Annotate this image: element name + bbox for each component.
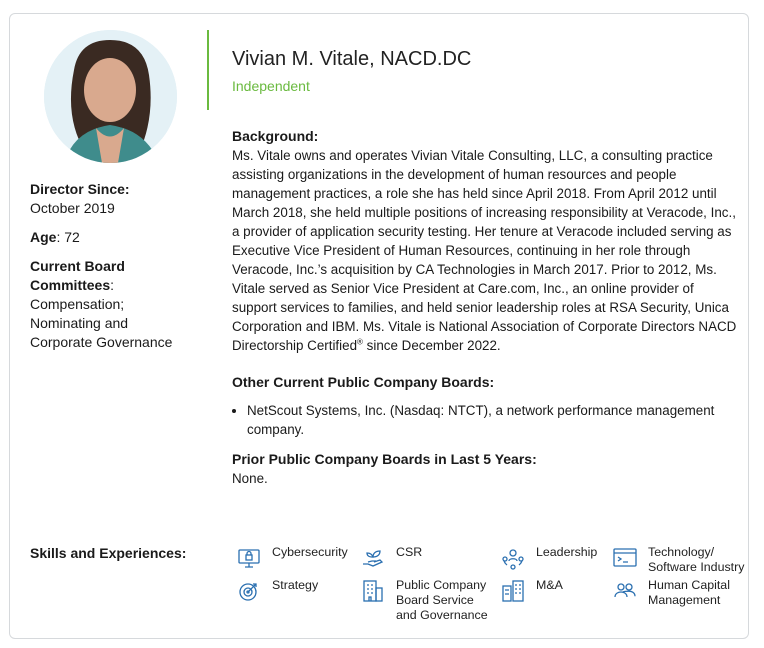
director-name: Vivian M. Vitale, NACD.DC bbox=[232, 48, 472, 70]
background-text: Ms. Vitale owns and operates Vivian Vitale Consulting, LLC, a consulting practice assisting organizations in the development of human resources and people management practices, a role she has held since April 2018. From April 2012 until March 2018, she held multiple positions of increasing responsibility at Veracode, Inc., a provider of application security testing. Her tenure at Veracode included serving as Executive Vice President of Human Resources, continuing in her role through Veracode, Inc.’s acquisition by CA Technologies in March 2017. Prior to 2012, Ms. Vitale served as Senior Vice President at Care.com, Inc., an online provider of support services to families, and held senior leadership roles at RSA Security, Unica Corporation and IBM. Ms. Vitale is National Association of Corporate Directors NACD Directorship Certified® since December 2022. bbox=[232, 148, 737, 353]
director-since-label: Director Since: bbox=[30, 181, 130, 197]
leadership-icon bbox=[500, 545, 526, 571]
skills-title: Skills and Experiences: bbox=[30, 545, 187, 561]
other-boards-heading: Other Current Public Company Boards: bbox=[232, 374, 495, 390]
director-photo bbox=[44, 30, 177, 163]
other-boards-list bbox=[232, 401, 742, 439]
background-heading: Background: bbox=[232, 128, 319, 144]
m-and-a-icon bbox=[500, 578, 526, 604]
committee-governance: Corporate Governance bbox=[30, 334, 173, 350]
skill-m-and-a: M&A bbox=[500, 578, 610, 604]
prior-boards-heading: Prior Public Company Boards in Last 5 Years: bbox=[232, 451, 537, 467]
accent-divider bbox=[207, 30, 209, 110]
technology-icon bbox=[612, 545, 638, 571]
director-since-value: October 2019 bbox=[30, 200, 115, 216]
skill-strategy: Strategy bbox=[236, 578, 356, 604]
skill-leadership: Leadership bbox=[500, 545, 610, 571]
age-label: Age bbox=[30, 229, 57, 245]
skill-human-capital: Human Capital Management bbox=[612, 578, 750, 608]
director-bio bbox=[232, 127, 742, 488]
prior-boards-value: None. bbox=[232, 471, 268, 486]
list-item: • NetScout Systems, Inc. (Nasdaq: NTCT), a network performance management company. bbox=[247, 401, 742, 439]
people-icon bbox=[612, 578, 638, 604]
committee-compensation: Compensation; bbox=[30, 296, 125, 312]
strategy-icon bbox=[236, 578, 262, 604]
independence-status: Independent bbox=[232, 78, 310, 94]
director-details: Director Since: October 2019 Age: 72 Current Board Committees: Compensation; Nominating and Corporate Governance bbox=[30, 180, 205, 362]
skill-technology: Technology/ Software Industry bbox=[612, 545, 750, 575]
age-value: : 72 bbox=[56, 229, 80, 245]
committee-nominating: Nominating and bbox=[30, 315, 129, 331]
skill-cybersecurity: Cybersecurity bbox=[236, 545, 356, 571]
cybersecurity-icon bbox=[236, 545, 262, 571]
committees-label: Current Board Committees bbox=[30, 258, 125, 293]
skill-board-service: Public Company Board Service and Governance bbox=[360, 578, 495, 623]
building-icon bbox=[360, 578, 386, 604]
csr-icon bbox=[360, 545, 386, 571]
skill-csr: CSR bbox=[360, 545, 490, 571]
